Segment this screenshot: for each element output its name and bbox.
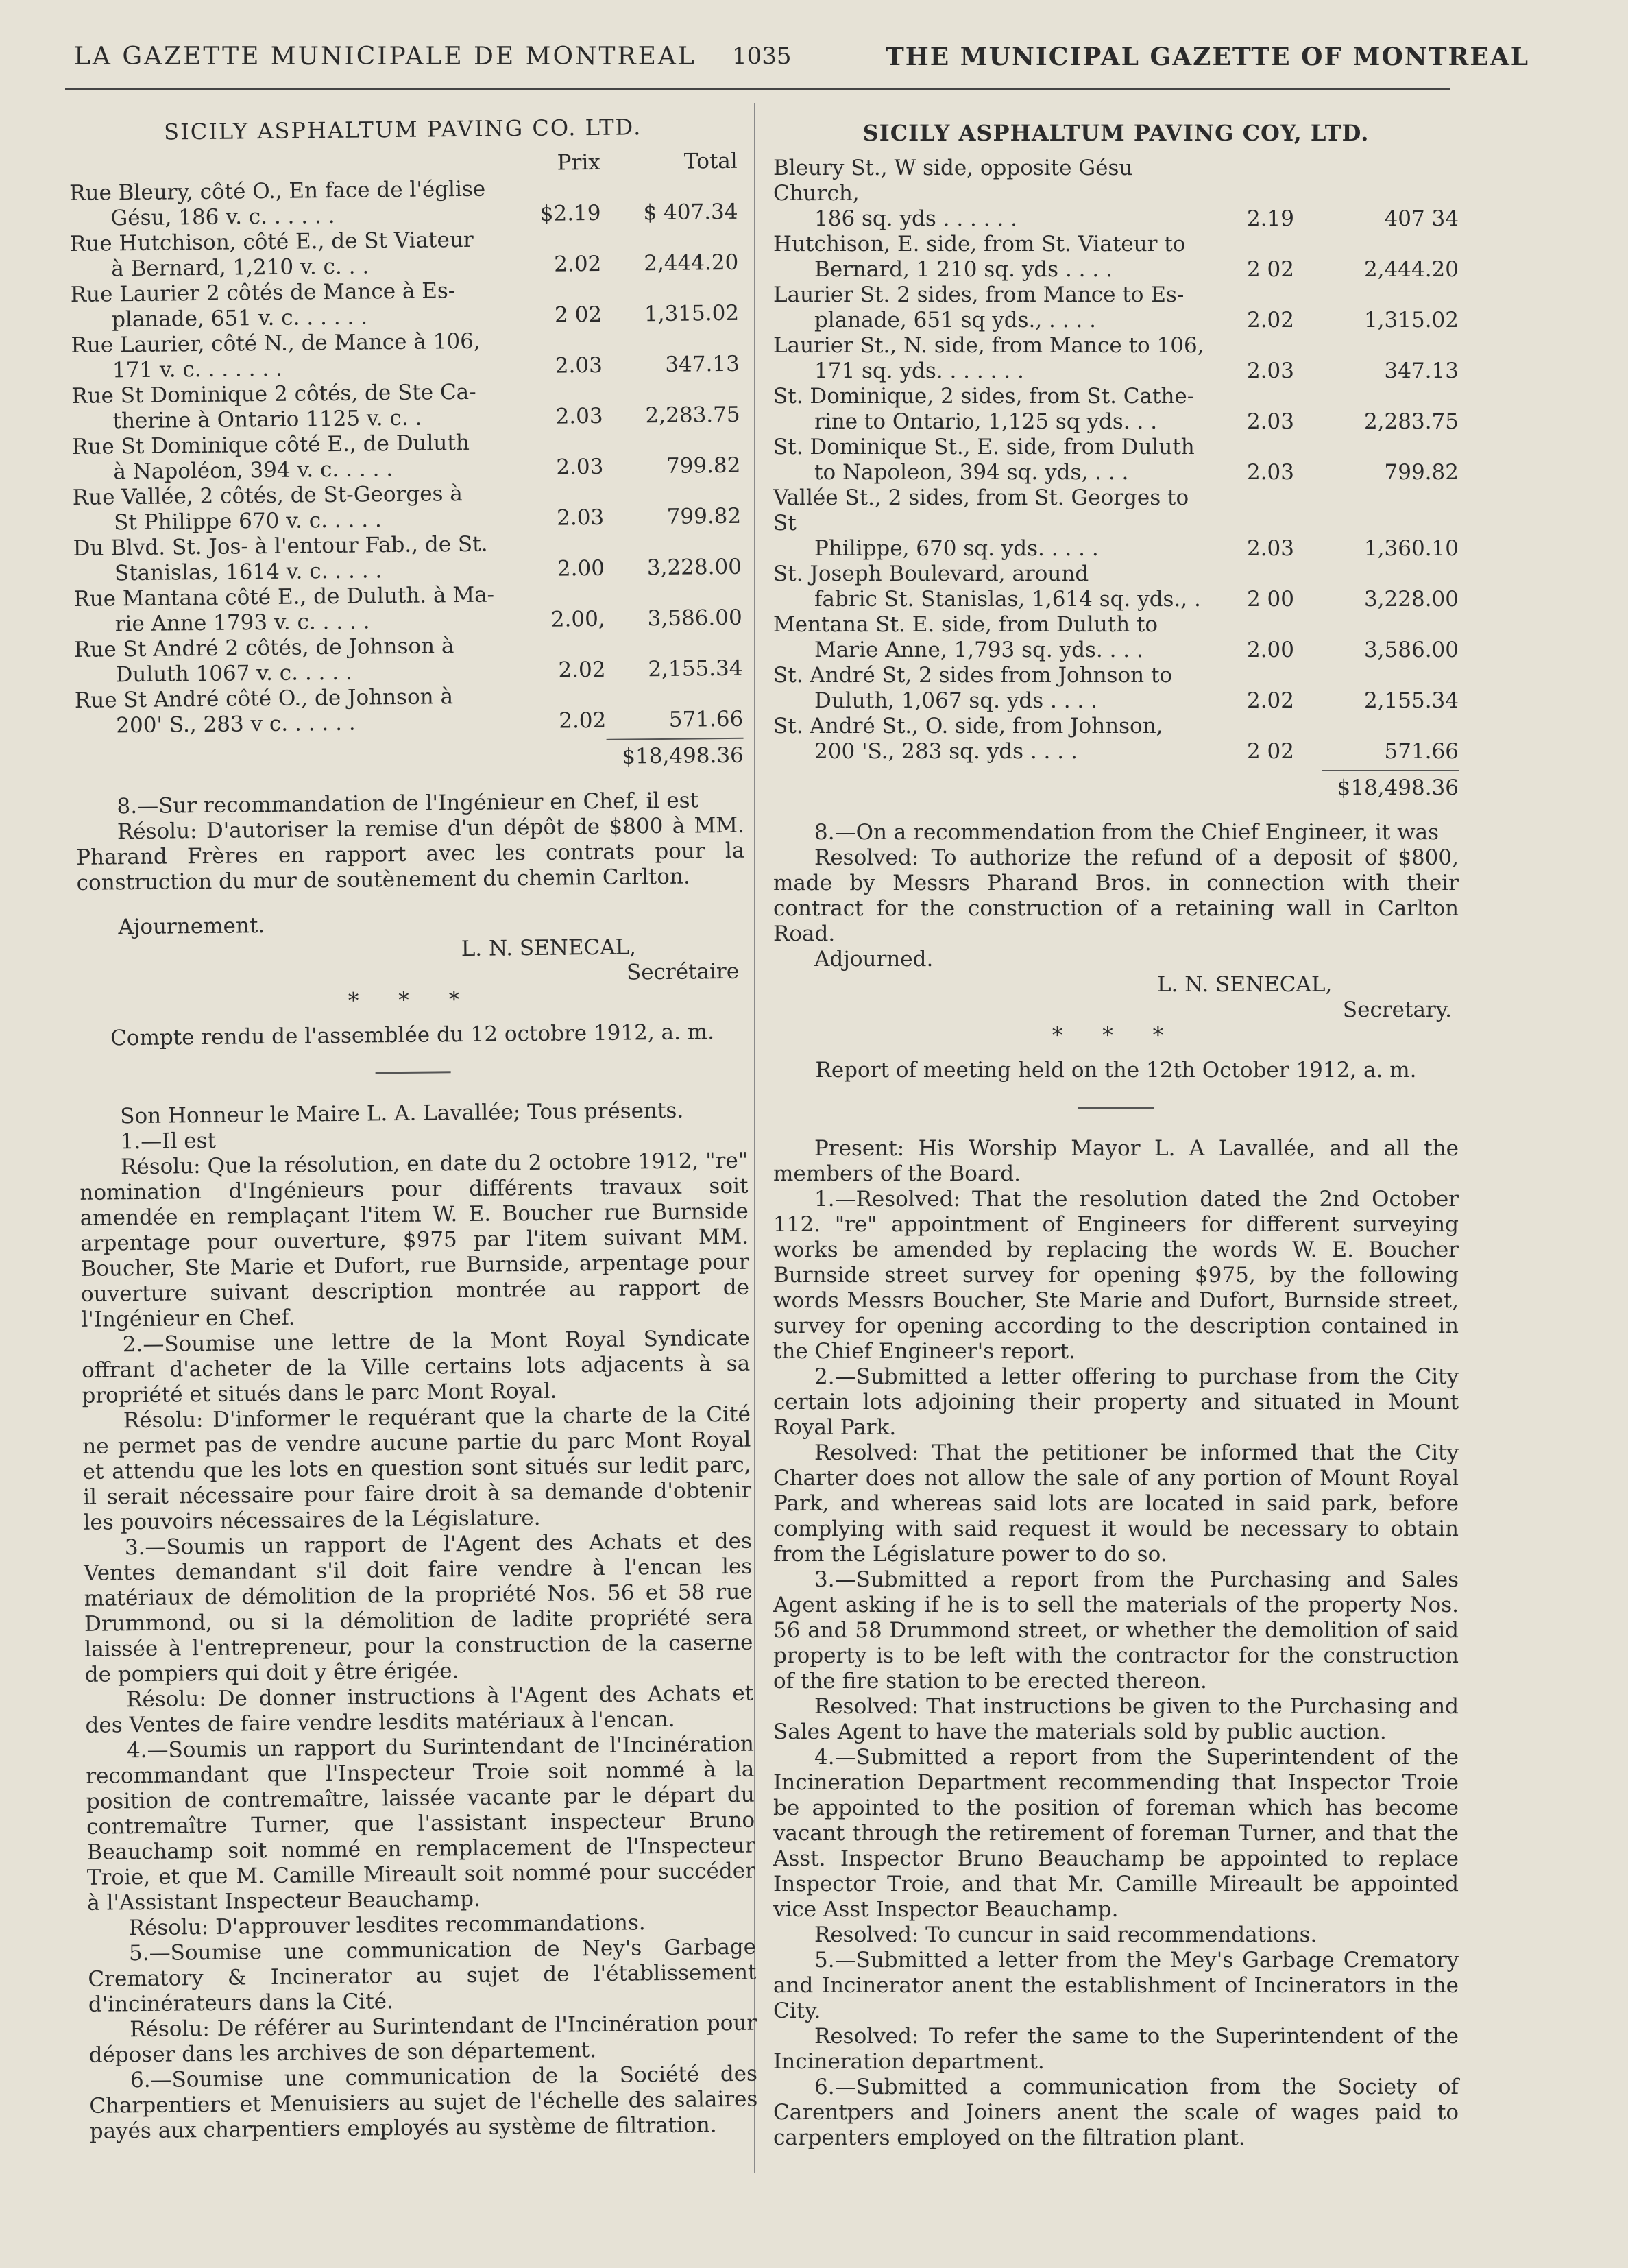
header-rule	[65, 88, 1450, 90]
fr-item-8: 8.—Sur recommandation de l'Ingénieur en Chef, il est	[117, 788, 699, 819]
paving-row-extent: Bernard, 1 210 sq. yds . . . .	[814, 257, 1113, 282]
paving-row-description	[773, 435, 1212, 485]
fr-signature-title: Secrétaire	[626, 958, 740, 985]
paving-row-street: St. Dominique St., E. side, from Duluth	[773, 435, 1195, 459]
paving-row-description	[773, 384, 1212, 435]
fr-item-2: 2.—Soumise une lettre de la Mont Royal Syndicate offrant d'acheter de la Ville certains lots adjacents à sa propriété et situés dans le parc Mont Royal.	[81, 1325, 751, 1408]
paving-row-description	[773, 663, 1212, 714]
paving-row	[773, 485, 1459, 562]
fr-item-1: 1.—Il est	[120, 1128, 217, 1155]
en-resolved-4: Resolved: To cuncur in said recommendations.	[814, 1922, 1317, 1947]
paving-row-price: 2.03	[555, 352, 603, 378]
paving-row	[773, 232, 1459, 282]
paving-row-price: 2.03	[555, 403, 603, 429]
paving-row-total: 3,586.00	[647, 605, 742, 631]
paving-row-street: Laurier St. 2 sides, from Mance to Es-	[773, 282, 1184, 307]
en-item-2: 2.—Submitted a letter offering to purchase from the City certain lots adjoining their property and situated in Mount Royal Park.	[773, 1364, 1459, 1440]
fr-item-3: 3.—Soumis un rapport de l'Agent des Achats et des Ventes demandant s'il doit faire vendre à l'encan les matériaux de démolition de la propriété Nos. 56 et 58 rue Drummond, ou si la démolition de ladite propriété sera laissée à l'entrepreneur, pour la construction de la caserne de pompiers qui doit y être érigée.	[84, 1528, 753, 1687]
paving-row-street: Mentana St. E. side, from Duluth to	[773, 612, 1158, 637]
header-french-title: LA GAZETTE MUNICIPALE DE MONTREAL	[74, 43, 696, 71]
paving-row-street: St. Joseph Boulevard, around	[773, 562, 1089, 586]
paving-row-total: 2,283.75	[645, 402, 740, 429]
fr-signature-name: L. N. SENECAL,	[461, 934, 637, 962]
fr-resolu-2: Résolu: D'informer le requérant que la charte de la Cité ne permet pas de vendre aucune partie du parc Mont Royal et attendu que les lots en question sont situés sur ledit parc, il serait nécessaire pour faire droit à sa demande d'obtenir les pouvoirs nécessaires de la Législature.	[82, 1401, 752, 1535]
en-resolved-2: Resolved: That the petitioner be informed that the City Charter does not allow the sale of any portion of Mount Royal Park, and whereas said lots are located in said park, before complying with said request it would be necessary to obtain from the Législature power to do so.	[773, 1440, 1459, 1567]
paving-row-total: 571.66	[668, 706, 744, 732]
english-grand-total	[773, 770, 1459, 801]
paving-row-description	[70, 227, 506, 282]
paving-row-extent: Duluth 1067 v. c. . . . .	[115, 660, 353, 688]
fr-meeting-title: Compte rendu de l'assemblée du 12 octobre 1912, a. m.	[110, 1020, 715, 1051]
paving-row-extent: 171 sq. yds. . . . . . .	[814, 359, 1024, 383]
paving-row-street: Rue Bleury, côté O., En face de l'église	[69, 176, 486, 206]
paving-row	[773, 384, 1459, 435]
paving-row-extent: à Bernard, 1,210 v. c. . .	[111, 254, 369, 282]
fr-short-rule	[375, 1071, 450, 1074]
fr-resolu-1: Résolu: Que la résolution, en date du 2 octobre 1912, "re" nomination d'Ingénieurs pour différents travaux soit amendée en remplaçant l'item W. E. Boucher rue Burnside arpentage pour ouverture, $975 par l'item suivant MM. Boucher, Ste Marie et Dufort, rue Burnside, arpentage pour ouverture suivant description montrée au rapport de l'Ingénieur en Chef.	[80, 1148, 750, 1332]
paving-row-street: St. André St., O. side, from Johnson,	[773, 714, 1163, 738]
english-paving-table	[773, 156, 1459, 764]
paving-row-extent: Marie Anne, 1,793 sq. yds. . . .	[814, 638, 1143, 662]
paving-row-street: Laurier St., N. side, from Mance to 106,	[773, 333, 1204, 358]
paving-row-extent: Duluth, 1,067 sq. yds . . . .	[814, 688, 1097, 713]
en-resolved-3: Resolved: That instructions be given to the Purchasing and Sales Agent to have the materials sold by public auction.	[773, 1694, 1459, 1744]
paving-row-extent: to Napoleon, 394 sq. yds, . . .	[814, 460, 1129, 485]
fr-item-4: 4.—Soumis un rapport du Surintendant de l'Incinération recommandant que l'Inspecteur Troie soit nommé à la position de contremaître, laissée vacante par le départ du contremaître Turner, que l'assistant inspecteur Bruno Beauchamp soit nommé en remplacement de l'Inspecteur Troie, et que M. Camille Mireault soit nommé pour succéder à l'Assistant Inspecteur Beauchamp.	[86, 1731, 756, 1916]
en-short-rule	[1078, 1107, 1154, 1109]
paving-row-price: 2 02	[1246, 739, 1294, 764]
paving-row-price: 2.02	[559, 708, 607, 734]
en-present: Present: His Worship Mayor L. A Lavallée, and all the members of the Board.	[773, 1136, 1459, 1186]
paving-row-extent: Stanislas, 1614 v. c. . . . .	[114, 558, 382, 586]
paving-row-price: 2.02	[1246, 308, 1294, 333]
paving-row	[72, 428, 741, 485]
paving-row-price: 2.00,	[550, 606, 605, 632]
paving-row-price: 2.03	[1246, 536, 1294, 561]
paving-row-street: Rue Vallée, 2 côtés, de St-Georges à	[72, 481, 463, 510]
paving-row-description	[71, 278, 507, 333]
paving-row-total: 3,586.00	[1363, 638, 1459, 662]
french-grand-total-value: $18,498.36	[607, 738, 744, 770]
paving-row-total: 3,228.00	[1363, 587, 1459, 612]
paving-row-street: Rue St Dominique côté E., de Duluth	[71, 430, 470, 459]
paving-row-extent: à Napoléon, 394 v. c. . . . .	[113, 457, 393, 485]
paving-row-description	[773, 612, 1212, 663]
paving-row-description	[773, 282, 1212, 333]
paving-row-extent: planade, 651 sq yds., . . . .	[814, 308, 1097, 333]
paving-row-description	[773, 485, 1212, 562]
paving-row-extent: 171 v. c. . . . . . .	[112, 356, 283, 383]
paving-row-description	[71, 379, 507, 435]
paving-row-total: 1,315.02	[644, 300, 740, 327]
paving-row-street: St. Dominique, 2 sides, from St. Cathe-	[773, 384, 1195, 409]
paving-row-total: 799.82	[1384, 460, 1459, 485]
paving-row-description	[773, 562, 1212, 612]
paving-row-total: 1,360.10	[1363, 536, 1459, 561]
paving-row	[773, 333, 1459, 384]
paving-row-total: 347.13	[665, 351, 740, 377]
paving-row	[71, 377, 740, 435]
paving-row-total: 571.66	[1384, 739, 1459, 764]
paving-row-price: 2.19	[1246, 206, 1294, 231]
paving-row-extent: therine à Ontario 1125 v. c. .	[112, 405, 422, 434]
en-item-1: 1.—Resolved: That the resolution dated the 2nd October 112. "re" appointment of Engineers for different surveying works be amended by replacing the words W. E. Boucher Burnside street survey for opening $975, by the following words Messrs Boucher, Ste Marie and Dufort, Burnside street, survey for opening according to the description contained in the Chief Engineer's report.	[773, 1187, 1459, 1364]
fr-ajournement: Ajournement.	[118, 913, 265, 940]
paving-row-extent: rie Anne 1793 v. c. . . . .	[114, 609, 370, 637]
paving-row-price: 2.03	[1246, 359, 1294, 383]
paving-row-extent: planade, 651 v. c. . . . . .	[111, 304, 368, 333]
en-item-6: 6.—Submitted a communication from the Society of Carentpers and Joiners anent the scale of wages paid to carpenters employed on the filtration plant.	[773, 2075, 1459, 2150]
english-column	[773, 117, 1459, 2151]
paving-row	[773, 663, 1459, 714]
paving-row-price: 2.03	[1246, 460, 1294, 485]
en-meeting-title: Report of meeting held on the 12th October 1912, a. m.	[815, 1058, 1417, 1083]
paving-row-street: Du Blvd. St. Jos- à l'entour Fab., de St.	[73, 531, 488, 561]
paving-row-description	[69, 176, 505, 232]
paving-row-description	[73, 531, 509, 587]
paving-row	[73, 479, 742, 536]
paving-row-extent: 186 sq. yds . . . . . .	[814, 206, 1017, 231]
paving-row-street: Rue Laurier 2 côtés de Mance à Es-	[70, 278, 456, 307]
paving-row-total: 2,283.75	[1363, 409, 1459, 434]
paving-row-price: 2.00	[1246, 638, 1294, 662]
paving-row-description	[73, 481, 509, 536]
paving-row-price: $2.19	[539, 200, 601, 226]
paving-row	[773, 612, 1459, 663]
paving-row-street: Rue St Dominique 2 côtés, de Ste Ca-	[71, 379, 476, 409]
paving-row	[74, 631, 743, 688]
paving-row-price: 2.02	[1246, 688, 1294, 713]
paving-row-description	[773, 333, 1212, 384]
en-signature-title: Secretary.	[1342, 998, 1452, 1022]
paving-row-total: 2,155.34	[648, 655, 743, 682]
en-resolved-5: Resolved: To refer the same to the Superintendent of the Incineration department.	[773, 2024, 1459, 2074]
paving-row-description	[73, 582, 509, 638]
paving-row	[773, 714, 1459, 764]
paving-row-street: Rue St André côté O., de Johnson à	[74, 684, 454, 713]
paving-row-street: Hutchison, E. side, from St. Viateur to	[773, 232, 1186, 256]
french-column	[69, 110, 758, 2145]
col-prix-label: Prix	[557, 149, 600, 176]
paving-row	[773, 562, 1459, 612]
fr-resolu-5: Résolu: De référer au Surintendant de l'Incinération pour déposer dans les archives de son département.	[88, 2010, 757, 2068]
paving-row-total: 799.82	[666, 503, 742, 529]
paving-row-description	[773, 156, 1212, 232]
en-item-4: 4.—Submitted a report from the Superintendent of the Incineration Department recommending that Inspector Troie be appointed to the position of foreman which has become vacant through the retirement of foreman Turner, and that the Asst. Inspector Bruno Beauchamp be appointed to replace Inspector Troie, and that Mr. Camille Mireault be appointed vice Asst Inspector Beauchamp.	[773, 1745, 1459, 1922]
paving-row	[773, 435, 1459, 485]
paving-row-total: 2,444.20	[644, 250, 739, 276]
paving-row	[75, 681, 744, 739]
en-item-3: 3.—Submitted a report from the Purchasing and Sales Agent asking if he is to sell the materials of the property Nos. 56 and 58 Drummond street, or whether the demolition of said property is to be left with the contractor for the construction of the fire station to be erected thereon.	[773, 1567, 1459, 1693]
en-separator-stars: * * *	[1052, 1023, 1180, 1048]
paving-row-street: Rue Hutchison, côté E., de St Viateur	[69, 227, 474, 256]
paving-row-description	[773, 714, 1212, 764]
paving-row-total: 347.13	[1384, 359, 1459, 383]
fr-resolu-4: Résolu: D'approuver lesdites recommandations.	[128, 1910, 646, 1941]
fr-resolu-3: Résolu: De donner instructions à l'Agent des Achats et des Ventes de faire vendre lesdits matériaux à l'encan.	[85, 1680, 754, 1738]
paving-row-price: 2.00	[557, 555, 605, 581]
fr-present: Son Honneur le Maire L. A. Lavallée; Tous présents.	[120, 1098, 684, 1129]
paving-row-price: 2 02	[1246, 257, 1294, 282]
fr-item-5: 5.—Soumise une communication de Ney's Garbage Crematory & Incinerator au sujet de l'établissement d'incinérateurs dans la Cité.	[88, 1934, 757, 2017]
paving-row	[73, 580, 742, 638]
paving-row-total: 407 34	[1384, 206, 1459, 231]
paving-row-extent: 200' S., 283 v c. . . . . .	[116, 710, 356, 738]
paving-row-total: 799.82	[666, 453, 741, 479]
fr-item-6: 6.—Soumise une communication de la Société des Charpentiers et Menuisiers au sujet de l'échelle des salaires payés aux charpentiers employés au système de filtration.	[89, 2061, 758, 2144]
paving-row-price: 2.03	[556, 505, 605, 531]
paving-row-street: Rue St André 2 côtés, de Johnson à	[73, 634, 454, 662]
paving-row-description	[74, 633, 510, 688]
paving-row-price: 2.02	[554, 251, 602, 277]
paving-row-street: Rue Laurier, côté N., de Mance à 106,	[71, 328, 481, 358]
paving-row-price: 2 00	[1246, 587, 1294, 612]
paving-row-price: 2 02	[554, 302, 603, 328]
english-grand-total-value: $18,498.36	[1322, 770, 1459, 801]
paving-row-description	[75, 684, 511, 739]
col-total-label: Total	[683, 148, 738, 174]
paving-row-street: Rue Mantana côté E., de Duluth. à Ma-	[73, 582, 495, 612]
paving-row-total: $ 407.34	[643, 199, 738, 226]
header-english-title: THE MUNICIPAL GAZETTE OF MONTREAL	[886, 43, 1530, 71]
paving-row	[71, 326, 740, 384]
paving-row	[773, 282, 1459, 333]
paving-row-price: 2.02	[558, 657, 606, 683]
paving-row-extent: fabric St. Stanislas, 1,614 sq. yds., .	[814, 587, 1201, 612]
en-item-8: 8.—On a recommendation from the Chief Engineer, it was	[814, 820, 1439, 845]
paving-row-extent: 200 'S., 283 sq. yds . . . .	[814, 739, 1078, 764]
paving-row-price: 2.03	[556, 454, 604, 480]
fr-resolu-8: Résolu: D'autoriser la remise d'un dépôt de $800 à MM. Pharand Frères en rapport avec les contrats pour la construction du mur de soutènement du chemin Carlton.	[76, 812, 745, 895]
paving-row	[69, 174, 738, 232]
paving-row	[70, 225, 739, 282]
paving-row	[773, 156, 1459, 232]
paving-row-price: 2.03	[1246, 409, 1294, 434]
en-item-5: 5.—Submitted a letter from the Mey's Garbage Crematory and Incinerator anent the establishment of Incinerators in the City.	[773, 1948, 1459, 2023]
paving-row-extent: rine to Ontario, 1,125 sq yds. . .	[814, 409, 1158, 434]
paving-row-extent: Gésu, 186 v. c. . . . . .	[110, 203, 335, 231]
paving-row-street: Vallée St., 2 sides, from St. Georges to St	[773, 485, 1189, 535]
french-paving-table	[69, 174, 743, 739]
french-section-title: SICILY ASPHALTUM PAVING CO. LTD.	[163, 114, 642, 145]
paving-row-total: 2,155.34	[1363, 688, 1459, 713]
paving-row-description	[773, 232, 1212, 282]
paving-row	[73, 529, 742, 587]
paving-row	[71, 276, 740, 333]
paving-row-extent: St Philippe 670 v. c. . . . .	[114, 507, 382, 535]
paving-row-total: 1,315.02	[1363, 308, 1459, 333]
paving-row-total: 2,444.20	[1363, 257, 1459, 282]
paving-row-extent: Philippe, 670 sq. yds. . . . .	[814, 536, 1099, 561]
paving-row-street: Bleury St., W side, opposite Gésu Church,	[773, 156, 1133, 206]
fr-separator-stars: * * *	[348, 987, 476, 1013]
paving-row-description	[71, 328, 507, 384]
en-signature-name: L. N. SENECAL,	[1157, 972, 1333, 997]
page-number: 1035	[732, 43, 792, 70]
paving-row-street: St. André St, 2 sides from Johnson to	[773, 663, 1173, 688]
en-resolved-8: Resolved: To authorize the refund of a deposit of $800, made by Messrs Pharand Bros. in connection with their contract for the construction of a retaining wall in Carlton Road.	[773, 845, 1459, 946]
english-section-title: SICILY ASPHALTUM PAVING COY, LTD.	[862, 120, 1370, 146]
paving-row-description	[72, 430, 508, 485]
paving-row-total: 3,228.00	[646, 554, 742, 581]
en-adjourned: Adjourned.	[814, 947, 934, 972]
